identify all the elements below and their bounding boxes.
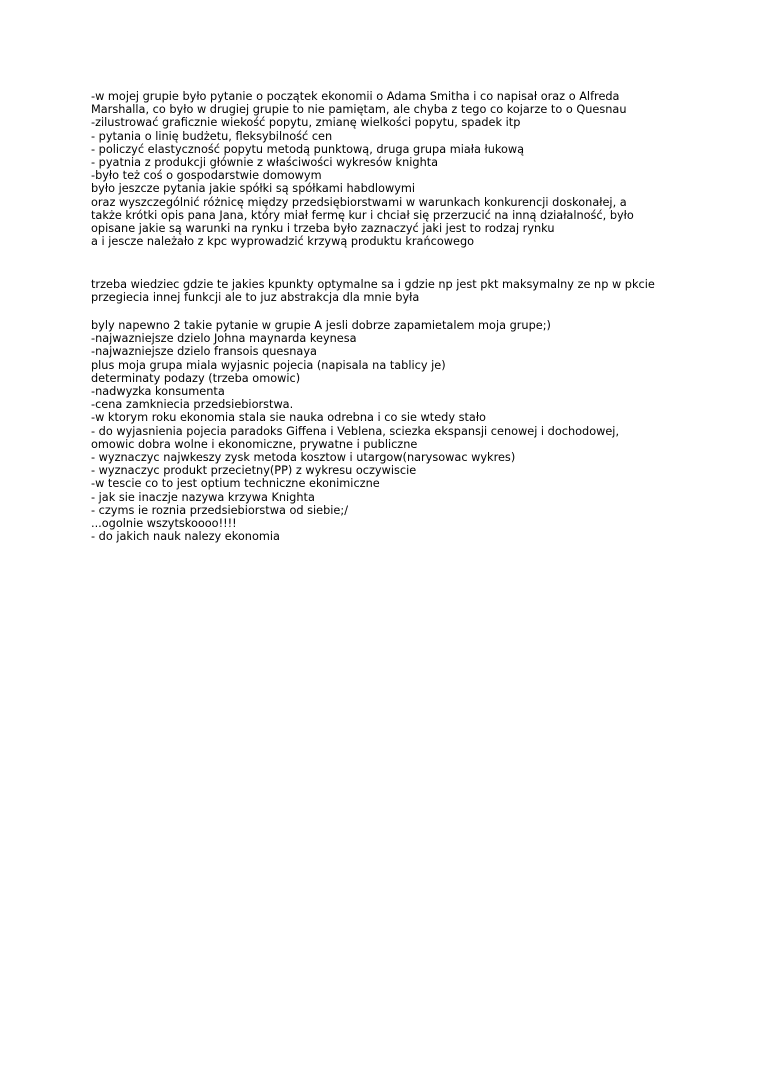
text-line: -zilustrować graficznie wiekość popytu, zmianę wielkości popytu, spadek itp	[91, 116, 521, 130]
text-line: oraz wyszczególnić różnicę między przedsiębiorstwami w warunkach konkurencji doskonałej, a	[91, 195, 627, 209]
text-line: - wyznaczyc produkt przecietny(PP) z wykresu oczywiscie	[91, 464, 417, 478]
paragraph-group-a-questions	[91, 319, 721, 543]
text-line: - jak sie inaczje nazywa krzywa Knighta	[91, 490, 315, 504]
text-line: byly napewno 2 takie pytanie w grupie A jesli dobrze zapamietalem moja grupe;)	[91, 319, 551, 332]
text-line: - wyznaczyc najwkeszy zysk metoda kosztow i utargow(narysowac wykres)	[91, 451, 516, 465]
text-line: -najwazniejsze dzielo fransois quesnaya	[91, 345, 317, 359]
text-line: -było też coś o gospodarstwie domowym	[91, 169, 322, 183]
text-line: opisane jakie są warunki na rynku i trzeba było zaznaczyć jaki jest to rodzaj rynku	[91, 222, 555, 236]
text-line: -w mojej grupie było pytanie o początek ekonomii o Adama Smitha i co napisał oraz o Alfreda	[91, 90, 620, 103]
text-line: -cena zamkniecia przedsiebiorstwa.	[91, 398, 294, 412]
paragraph-optimal-points-note	[91, 278, 721, 304]
text-line: ...ogolnie wszytskoooo!!!!	[91, 517, 237, 531]
text-line: - do wyjasnienia pojecia paradoks Giffena i Veblena, sciezka ekspansji cenowej i dochodowej,	[91, 424, 620, 438]
text-line: - czyms ie roznia przedsiebiorstwa od siebie;/	[91, 503, 348, 517]
text-line: Marshalla, co było w drugiej grupie to nie pamiętam, ale chyba z tego co kojarze to o Quesnau	[91, 103, 627, 117]
text-line: - policzyć elastyczność popytu metodą punktową, druga grupa miała łukową	[91, 142, 525, 156]
text-line: - do jakich nauk nalezy ekonomia	[91, 530, 280, 544]
text-line: determinaty podazy (trzeba omowic)	[91, 371, 301, 385]
text-line: -nadwyzka konsumenta	[91, 385, 225, 399]
paragraph-exam-questions-group	[91, 90, 721, 248]
text-line: -w ktorym roku ekonomia stala sie nauka odrebna i co sie wtedy stało	[91, 411, 486, 425]
text-line: - pyatnia z produkcji głównie z właściwości wykresów knighta	[91, 156, 439, 170]
text-line: także krótki opis pana Jana, który miał fermę kur i chciał się przerzucić na inną działalność, było	[91, 208, 634, 222]
text-line: omowic dobra wolne i ekonomiczne, prywatne i publiczne	[91, 437, 418, 451]
text-line: plus moja grupa miala wyjasnic pojecia (napisala na tablicy je)	[91, 358, 446, 372]
text-line: -w tescie co to jest optium techniczne ekonimiczne	[91, 477, 380, 491]
text-line: było jeszcze pytania jakie spółki są spółkami habdlowymi	[91, 182, 416, 196]
text-line: -najwazniejsze dzielo Johna maynarda keynesa	[91, 332, 357, 346]
text-line: trzeba wiedziec gdzie te jakies kpunkty optymalne sa i gdzie np jest pkt maksymalny ze np w pkcie	[91, 278, 655, 291]
text-line: - pytania o linię budżetu, fleksybilność cen	[91, 129, 333, 143]
text-line: a i jescze należało z kpc wyprowadzić krzywą produktu krańcowego	[91, 235, 475, 249]
text-line: przegiecia innej funkcji ale to juz abstrakcja dla mnie była	[91, 291, 420, 305]
